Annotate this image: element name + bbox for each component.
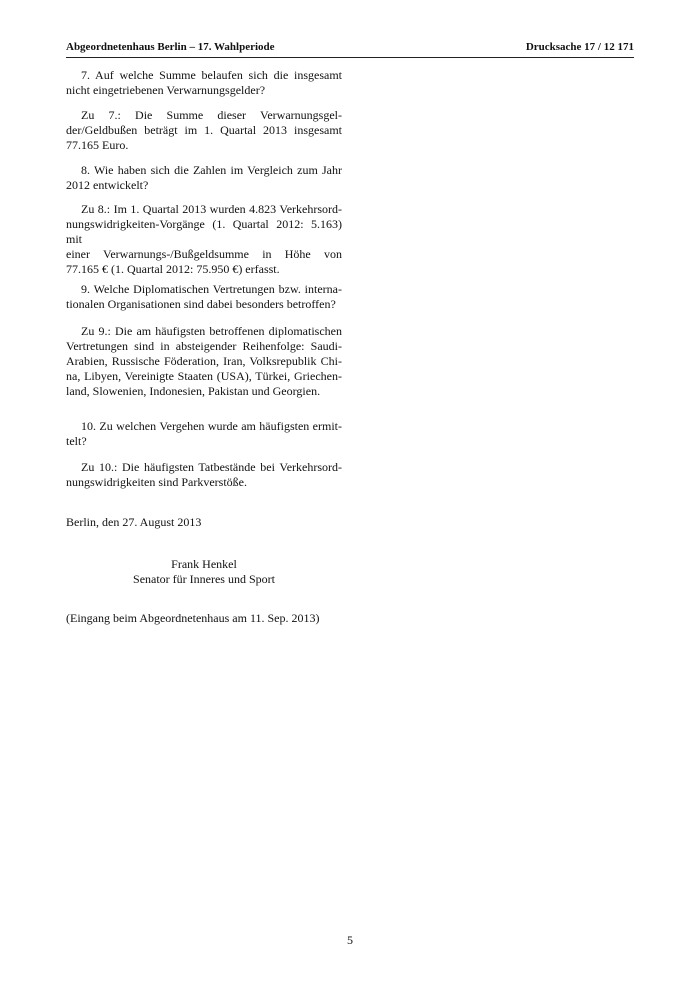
- receipt-note: [66, 611, 366, 626]
- question-7: [66, 68, 342, 98]
- receipt-text: (Eingang beim Abgeordnetenhaus am 11. Sep. 2013): [66, 611, 320, 625]
- question-9-line: 9. Welche Diplomatischen Vertretungen bzw. interna-: [81, 282, 342, 296]
- answer-8-line: einer Verwarnungs-/Bußgeldsumme in Höhe von: [66, 247, 342, 261]
- answer-7-line: der/Geldbußen beträgt im 1. Quartal 2013 insgesamt: [66, 123, 342, 137]
- answer-9-line: Arabien, Russische Föderation, Iran, Volksrepublik Chi-: [66, 354, 342, 368]
- header-document-number: Drucksache 17 / 12 171: [525, 41, 634, 53]
- question-7-line: 7. Auf welche Summe belaufen sich die insgesamt: [81, 68, 342, 82]
- answer-9-line: land, Slowenien, Indonesien, Pakistan und Georgien.: [66, 384, 321, 398]
- answer-10-line: nungswidrigkeiten sind Parkverstöße.: [66, 475, 247, 489]
- answer-7-line: Zu 7.: Die Summe dieser Verwarnungsgel-: [81, 108, 342, 122]
- answer-10-line: Zu 10.: Die häufigsten Tatbestände bei Verkehrsord-: [81, 460, 342, 474]
- answer-9: [66, 324, 342, 399]
- answer-9-line: Zu 9.: Die am häufigsten betroffenen diplomatischen: [81, 324, 342, 338]
- question-10: [66, 419, 342, 449]
- answer-8: [66, 202, 342, 277]
- page-header: [66, 41, 634, 58]
- question-10-line: 10. Zu welchen Vergehen wurde am häufigsten ermit-: [81, 419, 342, 433]
- question-10-line: telt?: [66, 434, 87, 448]
- place-date: [66, 515, 342, 530]
- answer-8-line: Zu 8.: Im 1. Quartal 2013 wurden 4.823 Verkehrsord-: [81, 202, 342, 216]
- signature-block: [66, 557, 342, 587]
- answer-7-line: 77.165 Euro.: [66, 138, 129, 152]
- question-9-line: tionalen Organisationen sind dabei besonders betroffen?: [66, 297, 336, 311]
- question-8-line: 2012 entwickelt?: [66, 178, 149, 192]
- header-parliament: Abgeordnetenhaus Berlin – 17. Wahlperiode: [66, 41, 275, 53]
- question-8-line: 8. Wie haben sich die Zahlen im Vergleich zum Jahr: [81, 163, 342, 177]
- question-9: [66, 282, 342, 312]
- page-number: 5: [347, 933, 353, 947]
- answer-7: [66, 108, 342, 153]
- answer-8-line: nungswidrigkeiten-Vorgänge (1. Quartal 2012: 5.163) mit: [66, 217, 342, 246]
- signer-title: Senator für Inneres und Sport: [133, 572, 275, 586]
- answer-10: [66, 460, 342, 490]
- question-7-line: nicht eingetriebenen Verwarnungsgelder?: [66, 83, 266, 97]
- answer-9-line: Vertretungen sind in absteigender Reihenfolge: Saudi-: [66, 339, 342, 353]
- place-date-text: Berlin, den 27. August 2013: [66, 515, 202, 529]
- answer-8-line: 77.165 € (1. Quartal 2012: 75.950 €) erfasst.: [66, 262, 280, 276]
- signer-name: Frank Henkel: [171, 557, 237, 571]
- question-8: [66, 163, 342, 193]
- answer-9-line: na, Libyen, Vereinigte Staaten (USA), Türkei, Griechen-: [66, 369, 342, 383]
